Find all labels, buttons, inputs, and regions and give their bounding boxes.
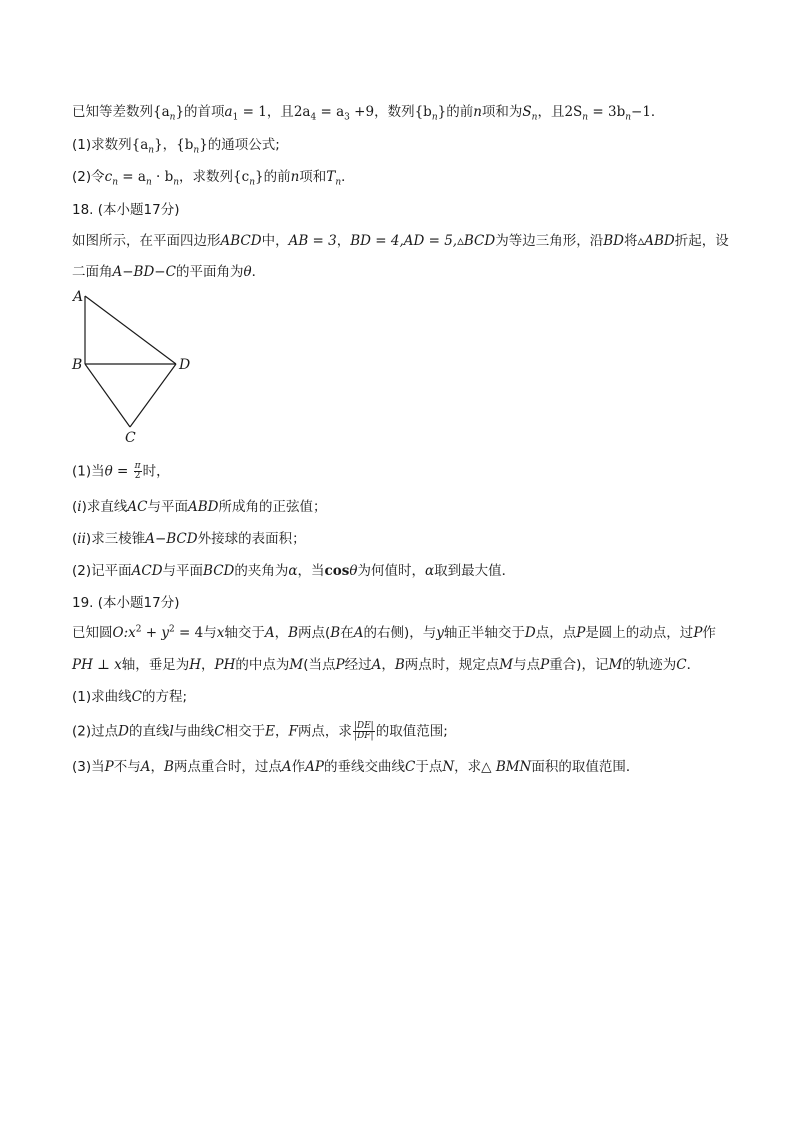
problem-18-part-2: (2)记平面ACD与平面BCD的夹角为α，当cosθ为何值时，α取到最大值． [72,563,516,579]
problem-19-part-1: (1)求曲线C的方程; [72,689,188,705]
problem-17-statement: 已知等差数列$\{a_n\}$的首项$a_1 = 1$，且$2a_4 = a_3 +9$，数列$\{b_n\}$的前n项和为$S_n$，且$2S_n = 3b_n-1$． [72,104,665,123]
edge-bc [85,364,130,427]
label-b: B [72,357,83,373]
edge-ad [85,296,176,364]
label-c: C [125,430,136,446]
problem-17-part-2: (2)令$c_n = a_n \cdot b_n$，求数列$\{c_n\}$的前n项和$T_n$． [72,169,355,188]
problem-19-part-2: (2)过点D的直线l与曲线C相交于E，F两点，求 $\frac{|DE|}{|DF|}$ 的取值范围; [72,721,448,741]
label-d: D [179,357,191,373]
problem-19-header: 19. (本小题17分) [72,595,180,611]
label-a: A [73,289,84,305]
problem-19-statement: 已知圆$O:x^2 + y^2 = 4$与x轴交于A，B两点(B在A的右侧)，与y轴正半轴交于D点，点P是圆上的动点，过P作 [72,624,716,641]
problem-19-part-3: (3)当P不与A，B两点重合时，过点A作AP的垂线交曲线C于点N，求△ BMN面积的取值范围． [72,759,640,775]
problem-18-header: 18. (本小题17分) [72,202,180,218]
problem-18-part-1-i: (i)求直线AC与平面ABD所成角的正弦值； [72,499,327,515]
problem-18-statement: 如图所示，在平面四边形ABCD中，AB = 3，BD = 4,AD = 5,▵BCD为等边三角形，沿BD将▵ABD折起，设 [72,233,729,249]
quadrilateral-figure [66,282,206,447]
edge-cd [130,364,176,427]
problem-18-part-1-ii: (ii)求三棱锥A−BCD外接球的表面积； [72,531,306,547]
problem-19-statement-cont: PH ⊥ x轴，垂足为H，PH的中点为M(当点P经过A，B两点时，规定点M与点P重合)，记M的轨迹为C． [72,657,701,673]
problem-18-part-1: (1)当θ = $\frac{\pi}{2}$ 时， [72,461,170,481]
problem-17-part-1: (1)求数列$\{a_n\}$，$\{b_n\}$的通项公式; [72,137,280,156]
problem-18-statement-cont: 二面角A−BD−C的平面角为θ． [72,264,266,280]
